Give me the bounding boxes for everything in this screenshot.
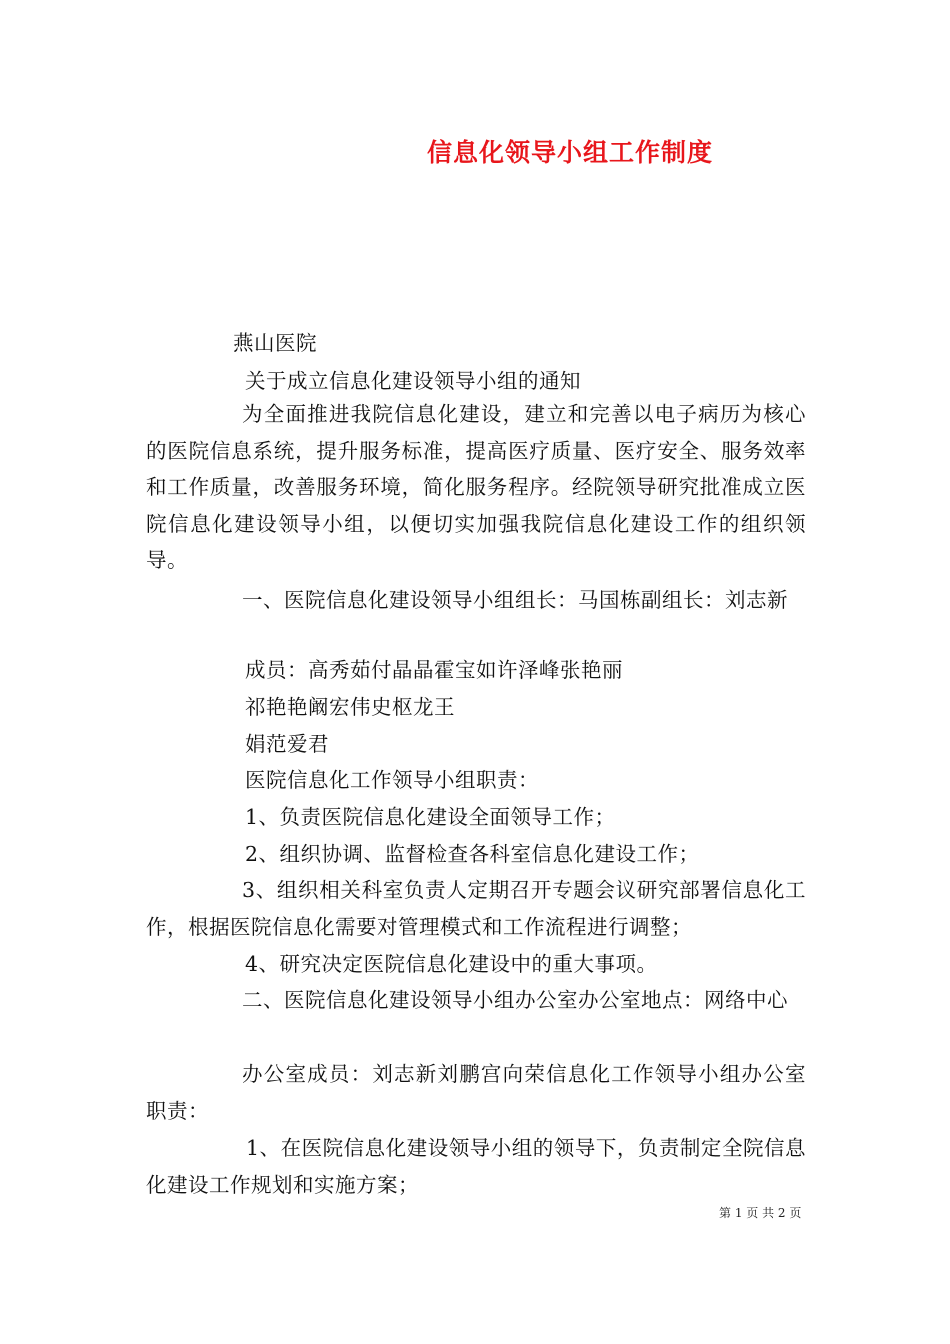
members-line-1: 成员：高秀茹付晶晶霍宝如许泽峰张艳丽 bbox=[245, 658, 623, 682]
section1-heading: 一、医院信息化建设领导小组组长：马国栋副组长：刘志新 bbox=[242, 588, 788, 612]
office-members: 办公室成员：刘志新刘鹏宫向荣信息化工作领导小组办公室职责： bbox=[146, 1062, 806, 1123]
members-line-2: 祁艳艳阚宏伟史枢龙王 bbox=[245, 695, 455, 719]
intro-paragraph: 为全面推进我院信息化建设，建立和完善以电子病历为核心的医院信息系统，提升服务标准，提高医疗质量、医疗安全、服务效率和工作质量，改善服务环境，简化服务程序。经院领导研究批准成立医院信息化建设领导小组，以便切实加强我院信息化建设工作的组织领导。 bbox=[146, 402, 806, 572]
document-title: 信息化领导小组工作制度 bbox=[426, 138, 713, 167]
members-line-3: 娟范爱君 bbox=[245, 732, 329, 756]
duty-4: 4、研究决定医院信息化建设中的重大事项。 bbox=[245, 952, 658, 976]
duties-heading: 医院信息化工作领导小组职责： bbox=[245, 768, 539, 792]
notice-title: 关于成立信息化建设领导小组的通知 bbox=[245, 369, 581, 393]
hospital-name: 燕山医院 bbox=[233, 331, 317, 355]
office-duty-1: 1、在医院信息化建设领导小组的领导下，负责制定全院信息化建设工作规划和实施方案； bbox=[146, 1136, 806, 1197]
section2-heading: 二、医院信息化建设领导小组办公室办公室地点：网络中心 bbox=[242, 988, 788, 1012]
duty-1: 1、负责医院信息化建设全面领导工作； bbox=[245, 805, 616, 829]
page-number: 第 1 页 共 2 页 bbox=[719, 1206, 802, 1220]
duty-2: 2、组织协调、监督检查各科室信息化建设工作； bbox=[245, 842, 700, 866]
duty-3: 3、组织相关科室负责人定期召开专题会议研究部署信息化工作，根据医院信息化需要对管理模式和工作流程进行调整； bbox=[146, 878, 806, 939]
